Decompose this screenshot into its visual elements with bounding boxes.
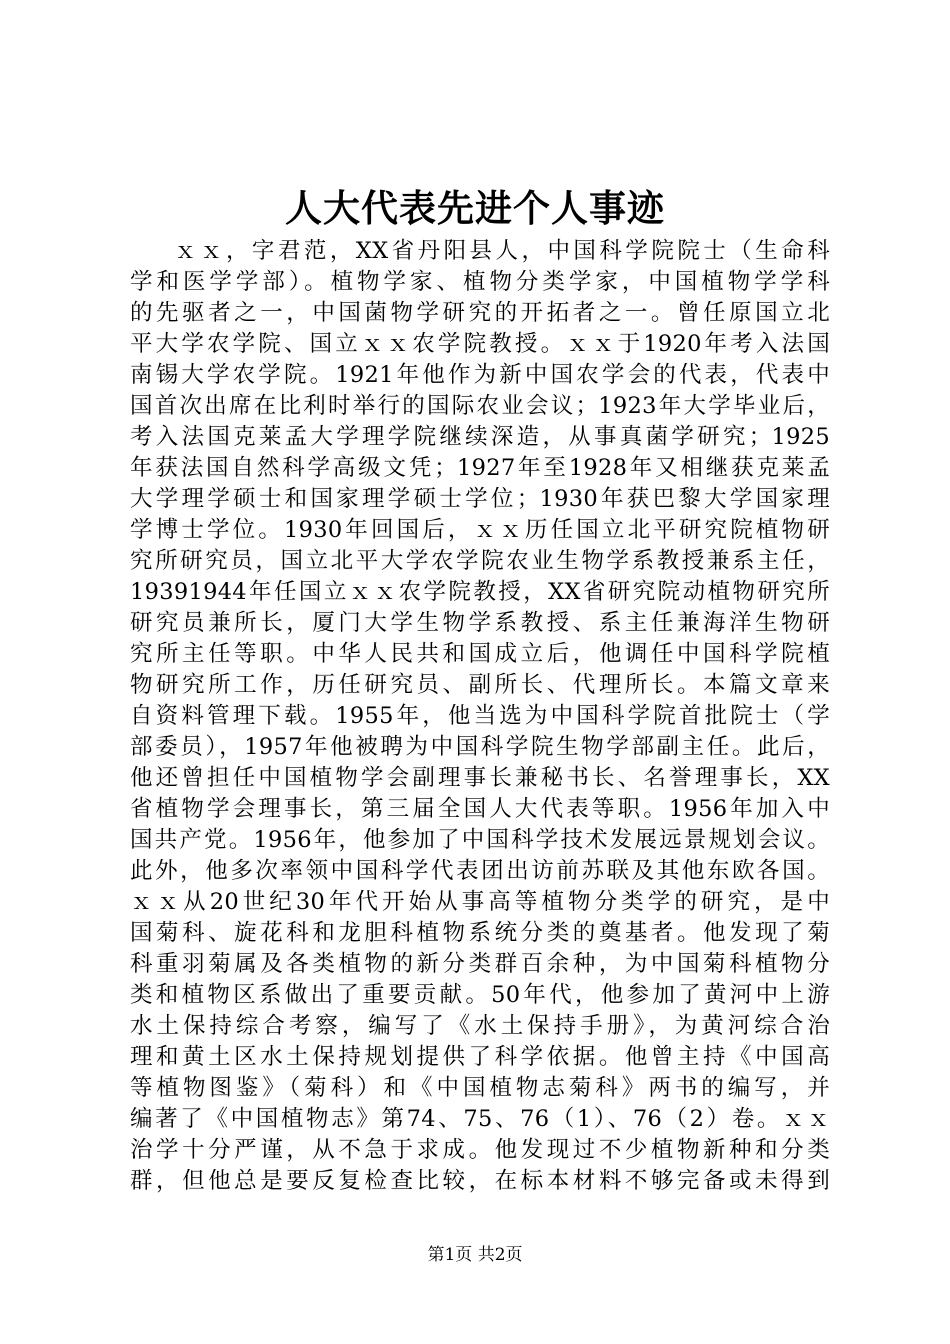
body-text-line: ｘｘ，字君范，XX省丹阳县人，中国科学院院士（生命科 <box>174 238 830 264</box>
body-text-line: 南锡大学农学院。1921年他作为新中国农学会的代表，代表中 <box>130 362 830 388</box>
body-text-line: 物研究所工作，历任研究员、副所长、代理所长。本篇文章来 <box>130 672 830 698</box>
body-text-line: 省植物学会理事长，第三届全国人大代表等职。1956年加入中 <box>130 796 830 822</box>
body-text-line: 等植物图鉴》（菊科）和《中国植物志菊科》两书的编写，并 <box>130 1075 830 1101</box>
body-text-line: 编著了《中国植物志》第74、75、76（1）、76（2）卷。ｘｘ <box>130 1106 830 1132</box>
document-title: 人大代表先进个人事迹 <box>285 186 665 230</box>
document-body <box>130 236 830 1197</box>
body-text-line: 科重羽菊属及各类植物的新分类群百余种，为中国菊科植物分 <box>130 951 830 977</box>
body-text-line: 他还曾担任中国植物学会副理事长兼秘书长、名誉理事长，XX <box>130 765 830 791</box>
body-text-line: 国首次出席在比利时举行的国际农业会议；1923年大学毕业后， <box>130 393 830 419</box>
body-text-line: 自资料管理下载。1955年，他当选为中国科学院首批院士（学 <box>130 703 830 729</box>
body-text-line: 平大学农学院、国立ｘｘ农学院教授。ｘｘ于1920年考入法国 <box>130 331 830 357</box>
body-text-line: 大学理学硕士和国家理学硕士学位；1930年获巴黎大学国家理 <box>130 486 830 512</box>
body-text-line: 学博士学位。1930年回国后，ｘｘ历任国立北平研究院植物研 <box>130 517 830 543</box>
body-text-line: 考入法国克莱孟大学理学院继续深造，从事真菌学研究；1925 <box>130 424 830 450</box>
body-text-line: 国共产党。1956年，他参加了中国科学技术发展远景规划会议。 <box>130 827 830 853</box>
body-text-line: 年获法国自然科学高级文凭；1927年至1928年又相继获克莱孟 <box>130 455 830 481</box>
body-text-line: 此外，他多次率领中国科学代表团出访前苏联及其他东欧各国。 <box>130 858 830 884</box>
body-text-line: 研究员兼所长，厦门大学生物学系教授、系主任兼海洋生物研 <box>130 610 830 636</box>
body-text-line: 群，但他总是要反复检查比较，在标本材料不够完备或未得到 <box>130 1168 830 1194</box>
body-text-line: 的先驱者之一，中国菌物学研究的开拓者之一。曾任原国立北 <box>130 300 830 326</box>
body-text-line: 国菊科、旋花科和龙胆科植物系统分类的奠基者。他发现了菊 <box>130 920 830 946</box>
body-text-line: 类和植物区系做出了重要贡献。50年代，他参加了黄河中上游 <box>130 982 830 1008</box>
body-text-line: 究所主任等职。中华人民共和国成立后，他调任中国科学院植 <box>130 641 830 667</box>
body-text-line: 水土保持综合考察，编写了《水土保持手册》，为黄河综合治 <box>130 1013 830 1039</box>
page-footer: 第1页 共2页 <box>427 1245 523 1265</box>
body-text-line: ｘｘ从20世纪30年代开始从事高等植物分类学的研究，是中 <box>130 889 830 915</box>
body-text-line: 学和医学学部）。植物学家、植物分类学家，中国植物学学科 <box>130 269 830 295</box>
body-text-line: 部委员），1957年他被聘为中国科学院生物学部副主任。此后， <box>130 734 830 760</box>
body-text-line: 究所研究员，国立北平大学农学院农业生物学系教授兼系主任， <box>130 548 830 574</box>
body-text-line: 治学十分严谨，从不急于求成。他发现过不少植物新种和分类 <box>130 1137 830 1163</box>
body-text-line: 19391944年任国立ｘｘ农学院教授，XX省研究院动植物研究所 <box>130 579 830 605</box>
body-text-line: 理和黄土区水土保持规划提供了科学依据。他曾主持《中国高 <box>130 1044 830 1070</box>
